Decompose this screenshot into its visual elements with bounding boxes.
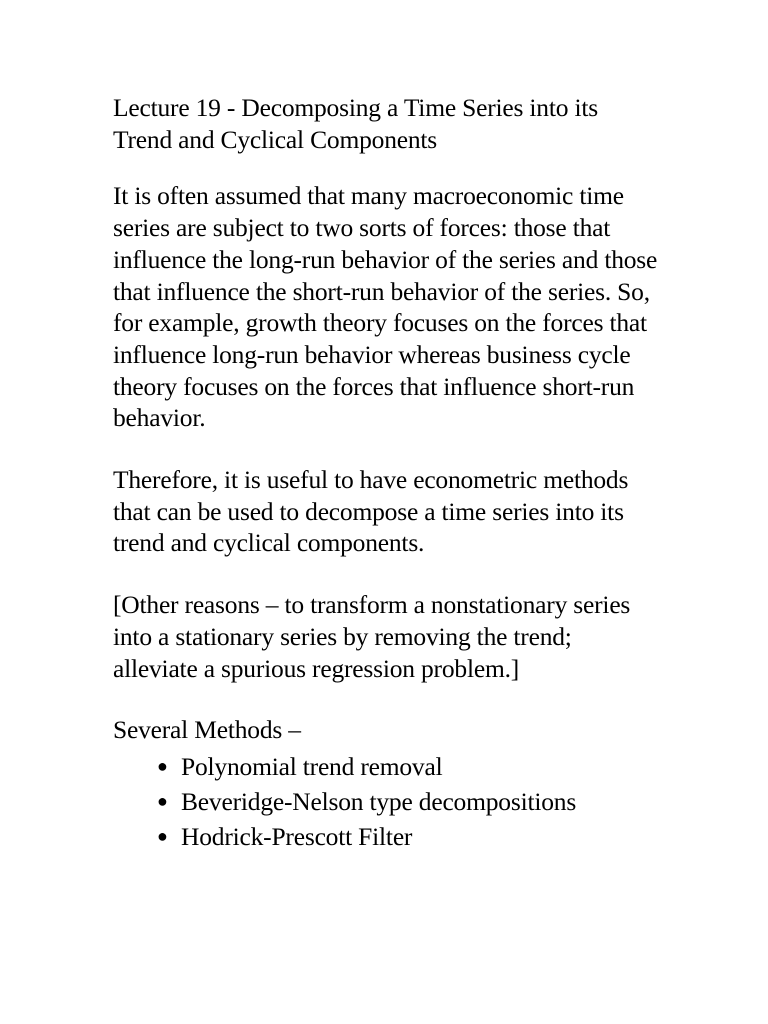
paragraph-other-reasons: [Other reasons – to transform a nonstationary series into a stationary series by removing the trend; alleviate a spurious regression problem.] bbox=[113, 590, 631, 683]
bullet-icon: ● bbox=[157, 790, 168, 811]
bullet-icon: ● bbox=[157, 755, 168, 776]
paragraph-forces: It is often assumed that many macroeconomic time series are subject to two sorts of forces: those that influence the long-run behavior of the series and those that influence the short-run behavior of the series. So, for example, growth theory focuses on the forces that influence long-run behavior whereas business cycle theory focuses on the forces that influence short-run behavior. bbox=[113, 181, 658, 433]
list-item bbox=[157, 819, 658, 854]
list-item bbox=[157, 784, 658, 819]
list-item-label: Polynomial trend removal bbox=[181, 751, 443, 781]
methods-list bbox=[113, 749, 658, 854]
methods-heading: Several Methods – bbox=[113, 715, 301, 745]
bullet-icon: ● bbox=[157, 825, 168, 846]
document-page bbox=[113, 92, 658, 854]
list-item-label: Beveridge-Nelson type decompositions bbox=[181, 786, 577, 816]
list-item-label: Hodrick-Prescott Filter bbox=[181, 821, 413, 851]
paragraph-econometric-methods: Therefore, it is useful to have econometric methods that can be used to decompose a time series into its trend and cyclical components. bbox=[113, 465, 629, 558]
lecture-title: Lecture 19 - Decomposing a Time Series into its Trend and Cyclical Components bbox=[113, 93, 598, 154]
list-item bbox=[157, 749, 658, 784]
